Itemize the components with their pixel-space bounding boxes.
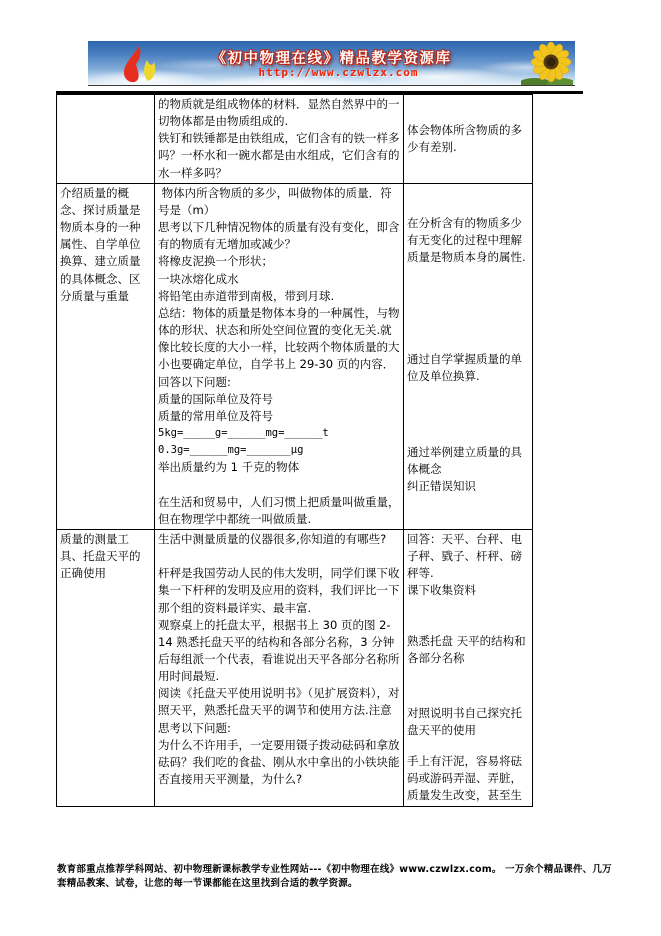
paragraph: 在生活和贸易中，人们习惯上把质量叫做重量，但在物理学中都统一叫做质量. [158, 494, 400, 526]
table-row [57, 529, 533, 806]
cell-lesson-content [155, 183, 404, 529]
table-row [57, 95, 533, 184]
paragraph: 思考以下几种情况物体的质量有没有变化，即含有的物质有无增加或减少？ [158, 220, 400, 252]
paragraph: 为什么不许用手，一定要用镊子拨动砝码和拿放砝码？我们吃的食盐、刚从水中拿出的小铁块能否直接用天平测量，为什么? [158, 737, 400, 787]
sunflower-icon [521, 42, 573, 85]
paragraph [158, 548, 400, 565]
paragraph: 质量的常用单位及符号 [158, 408, 273, 423]
banner [88, 41, 575, 86]
fill-in-blank-line: 5kg=_____g=______mg=______t [158, 426, 329, 439]
cell-activity-summary [57, 529, 155, 806]
cell-purpose-note [404, 529, 533, 806]
paragraph: 的物质就是组成物体的材料．显然自然界中的一切物体都是由物质组成的. [158, 97, 400, 129]
fill-in-blank-line: 0.3g=______mg=_______μg [158, 444, 304, 457]
cell-purpose-note [404, 95, 533, 184]
footer-note: 教育部重点推荐学科网站、初中物理新课标教学专业性网站---《初中物理在线》www.czwlzx.com。 一万余个精品课件、几万套精品教案、试卷，让您的每一节课都能在这里找到合适的教学资源。 [57, 864, 612, 889]
paragraph: 体会物体所含物质的多少有差别. [407, 122, 522, 154]
lesson-plan-table [56, 94, 533, 807]
paragraph: 课下收集资料 [407, 583, 476, 598]
paragraph: 纠正错误知识 [407, 478, 476, 493]
paragraph: 铁钉和铁锤都是由铁组成，它们含有的铁一样多吗？一杯水和一碗水都是由水组成，它们含有的水一样多吗？ [158, 131, 400, 180]
paragraph: 将橡皮泥换一个形状； [158, 254, 273, 269]
paragraph: 熟悉托盘 天平的结构和各部分名称 [407, 633, 526, 665]
cell-activity-summary [57, 183, 155, 529]
paragraph: 物体内所含物质的多少，叫做物体的质量．符号是（m） [158, 185, 392, 217]
paragraph: 举出质量约为 1 千克的物体 [158, 460, 300, 475]
paragraph: 手上有汗泥，容易将砝码或游码弄湿、弄脏，质量发生改变，甚至生 [407, 754, 522, 803]
paragraph: 一块冰熔化成水 [158, 271, 239, 286]
paragraph: 介绍质量的概念、探讨质量是物质本身的一种属性、自学单位换算、建立质量的具体概念、区分质量与重量 [60, 185, 141, 303]
banner-url: http://www.czwlzx.com [258, 66, 419, 79]
paragraph: 质量的测量工具、托盘天平的正确使用 [60, 531, 141, 581]
paragraph: 通过自学掌握质量的单位及单位换算. [407, 352, 522, 384]
cell-activity-summary [57, 95, 155, 184]
paragraph: 在分析含有的物质多少有无变化的过程中理解质量是物质本身的属性. [407, 215, 526, 265]
table-row [57, 183, 533, 529]
paragraph: 生活中测量质量的仪器很多,你知道的有哪些? [158, 531, 387, 546]
paragraph: 将铅笔由赤道带到南极，带到月球. [158, 288, 335, 303]
paragraph: 对照说明书自己探究托盘天平的使用 [407, 705, 522, 737]
paragraph: 杆秤是我国劳动人民的伟大发明，同学们课下收集一下杆秤的发明及应用的资料，我们评比一下那个组的资料最详实、最丰富. [158, 566, 400, 615]
paragraph: 质量的国际单位及符号 [158, 391, 273, 406]
cell-lesson-content [155, 95, 404, 184]
paragraph: 通过举例建立质量的具体概念 [407, 444, 522, 476]
paragraph: 回答：天平、台秤、电子秤、戥子、杆秤、磅秤等. [407, 531, 522, 581]
paragraph [158, 476, 400, 493]
paragraph: 总结：物体的质量是物体本身的一种属性，与物体的形状、状态和所处空间位置的变化无关.就像比较长度的大小一样，比较两个物体质量的大小也要确定单位，自学书上 29-30 页的内容．回答以下问题: [158, 305, 400, 389]
cell-lesson-content [155, 529, 404, 806]
paragraph: 阅读《托盘天平使用说明书》（见扩展资料），对照天平，熟悉托盘天平的调节和使用方法.注意思考以下问题: [158, 686, 400, 735]
paragraph: 观察桌上的托盘太平，根据书上 30 页的图 2-14 熟悉托盘天平的结构和各部分名称，3 分钟后每组派一个代表，看谁说出天平各部分名称所用时间最短. [158, 617, 400, 684]
banner-title: 《初中物理在线》精品教学资源库 [211, 51, 452, 67]
cell-purpose-note [404, 183, 533, 529]
